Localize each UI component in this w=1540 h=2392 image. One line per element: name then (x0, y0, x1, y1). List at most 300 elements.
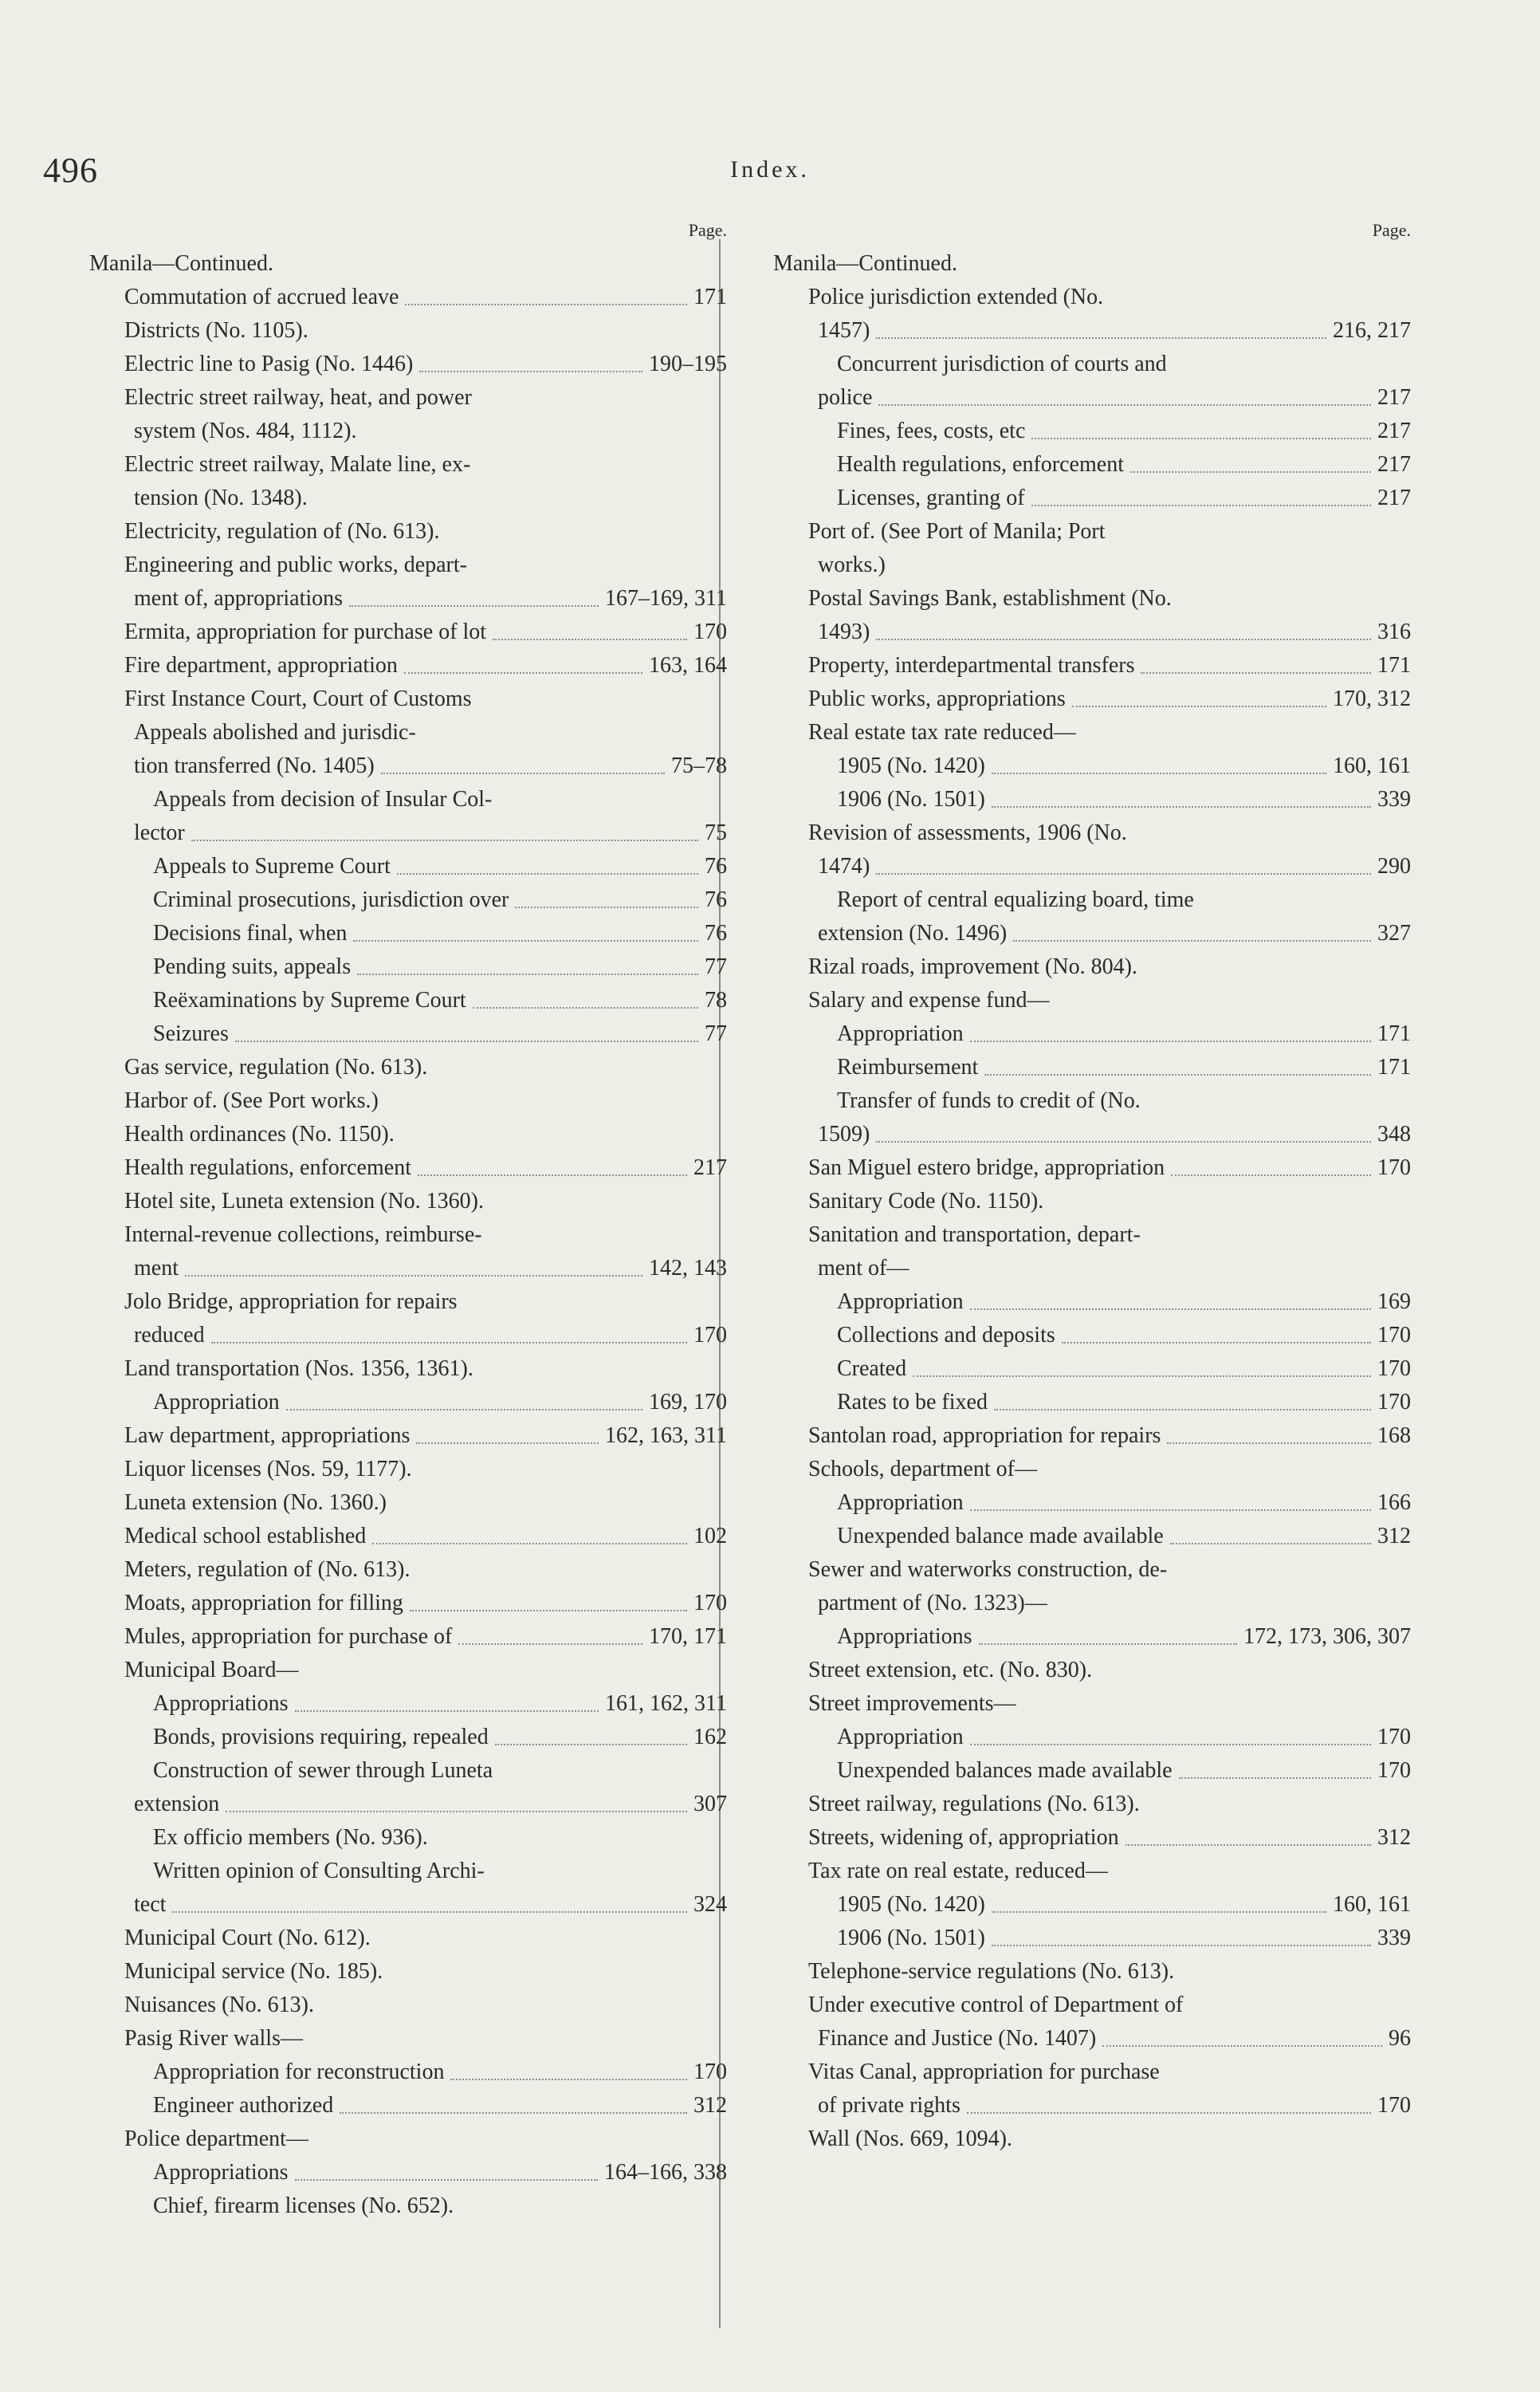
index-entry (773, 1888, 1411, 1922)
index-entry (89, 1252, 727, 1285)
page-column-heading: Page. (1372, 220, 1411, 240)
entry-page: 76 (705, 854, 727, 879)
entry-page: 312 (693, 2093, 727, 2118)
entry-page: 162 (693, 1725, 727, 1749)
index-entry (89, 1151, 727, 1185)
index-entry (773, 281, 1411, 314)
entry-text: 1906 (No. 1501) (837, 787, 985, 812)
index-entry (773, 1386, 1411, 1419)
index-entry (89, 1721, 727, 1754)
entry-text: Medical school established (124, 1524, 367, 1548)
index-entry (773, 1821, 1411, 1855)
entry-page: 161, 162, 311 (605, 1691, 727, 1716)
index-entry (89, 515, 727, 549)
entry-text: Appropriations (153, 2160, 289, 2185)
entry-page: 171 (1377, 653, 1411, 678)
entry-page: 339 (1377, 1926, 1411, 1950)
index-entry (773, 1118, 1411, 1151)
entry-text: Revision of assessments, 1906 (No. (808, 820, 1127, 845)
dot-leader (493, 639, 687, 640)
dot-leader (1141, 672, 1371, 674)
entry-page: 217 (1377, 452, 1411, 477)
index-entry (89, 649, 727, 683)
index-entry (89, 1955, 727, 1989)
entry-page: 171 (1377, 1055, 1411, 1080)
entry-text: Property, interdepartmental transfers (808, 653, 1135, 678)
entry-text: Districts (No. 1105). (124, 318, 308, 343)
index-entry (89, 314, 727, 348)
entry-page: 171 (1377, 1021, 1411, 1046)
entry-text: Electric line to Pasig (No. 1446) (124, 352, 414, 376)
index-entry (773, 1788, 1411, 1821)
index-entry (89, 816, 727, 850)
index-entry (89, 1419, 727, 1453)
index-entry (773, 1721, 1411, 1754)
entry-text: Port of. (See Port of Manila; Port (808, 519, 1106, 544)
entry-text: First Instance Court, Court of Customs (124, 687, 472, 711)
entry-text: Law department, appropriations (124, 1423, 411, 1448)
index-entry (89, 1855, 727, 1888)
dot-leader (419, 371, 642, 372)
index-entry (89, 482, 727, 515)
index-entry (773, 1352, 1411, 1386)
dot-leader (967, 2112, 1371, 2114)
index-entry (773, 1319, 1411, 1352)
dot-leader (992, 806, 1371, 808)
entry-text: Jolo Bridge, appropriation for repairs (124, 1289, 458, 1314)
index-entry (773, 716, 1411, 749)
index-entry (773, 2056, 1411, 2089)
index-entry (773, 381, 1411, 415)
entry-text: Street improvements— (808, 1691, 1016, 1716)
entry-text: Electricity, regulation of (No. 613). (124, 519, 440, 544)
entry-text: Sanitation and transportation, depart- (808, 1222, 1141, 1247)
entry-text: Unexpended balances made available (837, 1758, 1173, 1783)
entry-page: 169 (1377, 1289, 1411, 1314)
entry-page: 170 (693, 620, 727, 644)
entry-text: Appropriation (837, 1490, 964, 1515)
dot-leader (876, 1141, 1371, 1143)
entry-text: Street railway, regulations (No. 613). (808, 1792, 1140, 1816)
entry-text: Ermita, appropriation for purchase of lot (124, 620, 487, 644)
dot-leader (235, 1041, 698, 1042)
index-entry (773, 1754, 1411, 1788)
entry-page: 339 (1377, 787, 1411, 812)
entry-text: Manila—Continued. (773, 251, 957, 276)
index-entry (773, 1989, 1411, 2022)
entry-text: Telephone-service regulations (No. 613). (808, 1959, 1175, 1984)
index-entry (773, 649, 1411, 683)
entry-text: Appeals abolished and jurisdic- (134, 720, 416, 745)
entry-page: 217 (1377, 385, 1411, 410)
entry-text: Mules, appropriation for purchase of (124, 1624, 453, 1649)
index-entry (89, 1084, 727, 1118)
dot-leader (992, 773, 1326, 774)
dot-leader (286, 1409, 642, 1410)
dot-leader (878, 404, 1371, 406)
index-entry (773, 850, 1411, 883)
entry-page: 167–169, 311 (605, 586, 727, 611)
entry-page: 170, 171 (649, 1624, 727, 1649)
entry-text: Chief, firearm licenses (No. 652). (153, 2193, 454, 2218)
index-entry (773, 1687, 1411, 1721)
index-entry (773, 582, 1411, 616)
entry-text: works.) (818, 553, 886, 577)
index-entry (89, 917, 727, 950)
dot-leader (473, 1007, 698, 1009)
index-entry (773, 314, 1411, 348)
entry-page: 75 (705, 820, 727, 845)
entry-page: 170 (1377, 1323, 1411, 1347)
entry-page: 170 (1377, 1758, 1411, 1783)
index-entry (773, 348, 1411, 381)
entry-text: Bonds, provisions requiring, repealed (153, 1725, 489, 1749)
entry-page: 170 (1377, 1725, 1411, 1749)
index-entry (89, 1185, 727, 1218)
entry-text: Transfer of funds to credit of (No. (837, 1088, 1141, 1113)
entry-page: 166 (1377, 1490, 1411, 1515)
index-entry (89, 1654, 727, 1687)
entry-page: 77 (705, 954, 727, 979)
entry-text: Sewer and waterworks construction, de- (808, 1557, 1168, 1582)
dot-leader (349, 605, 599, 607)
dot-leader (979, 1643, 1237, 1645)
index-entry (89, 2189, 727, 2223)
index-entry (773, 247, 1411, 281)
dot-leader (381, 773, 665, 774)
entry-text: Finance and Justice (No. 1407) (818, 2026, 1097, 2051)
index-entry (89, 1319, 727, 1352)
entry-text: tension (No. 1348). (134, 486, 308, 510)
index-entry (89, 616, 727, 649)
entry-text: tect (134, 1892, 167, 1917)
entry-text: Municipal Board— (124, 1658, 299, 1682)
entry-text: Gas service, regulation (No. 613). (124, 1055, 428, 1080)
dot-leader (226, 1811, 687, 1812)
index-entry (773, 883, 1411, 917)
entry-page: 312 (1377, 1825, 1411, 1850)
entry-text: 1906 (No. 1501) (837, 1926, 985, 1950)
index-entry (773, 950, 1411, 984)
dot-leader (1031, 505, 1371, 506)
entry-text: Municipal service (No. 185). (124, 1959, 383, 1984)
index-entry (773, 415, 1411, 448)
entry-text: Appeals from decision of Insular Col- (153, 787, 493, 812)
index-entry (89, 1553, 727, 1587)
index-entry (773, 1285, 1411, 1319)
dot-leader (515, 907, 698, 908)
dot-leader (970, 1308, 1371, 1310)
entry-page: 307 (693, 1792, 727, 1816)
entry-text: Fire department, appropriation (124, 653, 398, 678)
entry-text: Nuisances (No. 613). (124, 1993, 314, 2017)
dot-leader (1072, 706, 1326, 707)
dot-leader (876, 873, 1371, 875)
dot-leader (458, 1643, 642, 1645)
index-entry (773, 1084, 1411, 1118)
entry-text: Seizures (153, 1021, 229, 1046)
entry-page: 170 (693, 1591, 727, 1615)
entry-text: Vitas Canal, appropriation for purchase (808, 2060, 1160, 2084)
entry-page: 312 (1377, 1524, 1411, 1548)
dot-leader (1167, 1442, 1371, 1444)
entry-page: 217 (1377, 486, 1411, 510)
entry-text: Postal Savings Bank, establishment (No. (808, 586, 1172, 611)
entry-text: Pending suits, appeals (153, 954, 352, 979)
entry-text: Electric street railway, heat, and power (124, 385, 472, 410)
entry-page: 348 (1377, 1122, 1411, 1147)
dot-leader (1126, 1844, 1371, 1846)
dot-leader (970, 1509, 1371, 1511)
entry-text: Unexpended balance made available (837, 1524, 1164, 1548)
index-entry (773, 515, 1411, 549)
index-entry (773, 1520, 1411, 1553)
entry-text: ment of— (818, 1256, 909, 1281)
index-entry (89, 683, 727, 716)
index-entry (773, 1855, 1411, 1888)
entry-text: Real estate tax rate reduced— (808, 720, 1076, 745)
index-entry (89, 1520, 727, 1553)
entry-page: 170 (1377, 1356, 1411, 1381)
index-entry (773, 482, 1411, 515)
entry-text: Liquor licenses (Nos. 59, 1177). (124, 1457, 412, 1481)
entry-page: 169, 170 (649, 1390, 727, 1414)
index-entry (89, 1620, 727, 1654)
entry-text: Ex officio members (No. 936). (153, 1825, 428, 1850)
entry-page: 324 (693, 1892, 727, 1917)
entry-page: 190–195 (649, 352, 727, 376)
index-entry (89, 1821, 727, 1855)
entry-text: Engineering and public works, depart- (124, 553, 467, 577)
index-entry (89, 1386, 727, 1419)
entry-text: Santolan road, appropriation for repairs (808, 1423, 1161, 1448)
index-entry (773, 783, 1411, 816)
entry-text: Appeals to Supreme Court (153, 854, 391, 879)
index-entry (89, 783, 727, 816)
index-entry (773, 683, 1411, 716)
entry-text: Municipal Court (No. 612). (124, 1926, 371, 1950)
entry-text: Streets, widening of, appropriation (808, 1825, 1119, 1850)
entry-text: Appropriations (837, 1624, 972, 1649)
index-entry (773, 2022, 1411, 2056)
entry-text: Fines, fees, costs, etc (837, 419, 1026, 443)
dot-leader (994, 1409, 1371, 1410)
entry-page: 78 (705, 988, 727, 1013)
entry-text: Concurrent jurisdiction of courts and (837, 352, 1167, 376)
dot-leader (357, 974, 698, 975)
entry-page: 217 (693, 1155, 727, 1180)
entry-page: 76 (705, 887, 727, 912)
dot-leader (172, 1911, 687, 1913)
index-entry (773, 1922, 1411, 1955)
entry-text: Written opinion of Consulting Archi- (153, 1859, 485, 1883)
entry-page: 316 (1377, 620, 1411, 644)
dot-leader (295, 2179, 598, 2181)
entry-page: 290 (1377, 854, 1411, 879)
entry-text: Land transportation (Nos. 1356, 1361). (124, 1356, 473, 1381)
entry-page: 162, 163, 311 (605, 1423, 727, 1448)
entry-text: Hotel site, Luneta extension (No. 1360). (124, 1189, 485, 1214)
entry-text: Police department— (124, 2126, 308, 2151)
entry-text: Meters, regulation of (No. 613). (124, 1557, 411, 1582)
index-entry (89, 984, 727, 1017)
dot-leader (416, 1442, 599, 1444)
entry-text: Appropriation for reconstruction (153, 2060, 445, 2084)
entry-text: Rizal roads, improvement (No. 804). (808, 954, 1137, 979)
dot-leader (1171, 1174, 1371, 1176)
index-entry (89, 1051, 727, 1084)
index-entry (773, 1955, 1411, 1989)
entry-page: 77 (705, 1021, 727, 1046)
index-entry (89, 1587, 727, 1620)
index-entry (89, 247, 727, 281)
index-entry (89, 281, 727, 314)
entry-text: Internal-revenue collections, reimburse- (124, 1222, 482, 1247)
running-head: Index. (730, 156, 810, 183)
entry-text: Moats, appropriation for filling (124, 1591, 403, 1615)
dot-leader (450, 2079, 687, 2080)
entry-text: Construction of sewer through Luneta (153, 1758, 493, 1783)
index-entry (89, 1788, 727, 1821)
dot-leader (397, 873, 698, 875)
dot-leader (410, 1610, 687, 1611)
dot-leader (191, 840, 698, 841)
entry-text: Rates to be fixed (837, 1390, 988, 1414)
dot-leader (495, 1744, 687, 1745)
dot-leader (185, 1275, 642, 1277)
entry-text: Appropriation (837, 1021, 964, 1046)
entry-text: Created (837, 1356, 907, 1381)
entry-page: 164–166, 338 (604, 2160, 727, 2185)
dot-leader (992, 1945, 1371, 1946)
index-entry (89, 716, 727, 749)
entry-text: ment (134, 1256, 179, 1281)
index-entry (773, 448, 1411, 482)
index-entry (773, 917, 1411, 950)
entry-text: tion transferred (No. 1405) (134, 753, 375, 778)
index-entry (773, 2089, 1411, 2123)
entry-text: extension (No. 1496) (818, 921, 1008, 946)
index-entry (773, 1051, 1411, 1084)
index-column-right (773, 214, 1411, 2156)
index-entry (89, 1486, 727, 1520)
entry-text: Engineer authorized (153, 2093, 334, 2118)
dot-leader (1102, 2045, 1382, 2047)
index-entry (89, 1922, 727, 1955)
entry-text: 1493) (818, 620, 870, 644)
entry-text: 1457) (818, 318, 870, 343)
entry-text: Pasig River walls— (124, 2026, 303, 2051)
index-entry (773, 1151, 1411, 1185)
index-entry (773, 1419, 1411, 1453)
entry-text: Collections and deposits (837, 1323, 1055, 1347)
index-entry (89, 1989, 727, 2022)
entry-page: 217 (1377, 419, 1411, 443)
entry-text: Reëxaminations by Supreme Court (153, 988, 466, 1013)
index-entry (89, 1453, 727, 1486)
entry-page: 170 (1377, 1390, 1411, 1414)
index-entry (773, 1654, 1411, 1687)
index-entry (89, 549, 727, 582)
dot-leader (876, 639, 1371, 640)
dot-leader (353, 940, 698, 942)
dot-leader (340, 2112, 687, 2114)
entry-page: 163, 164 (649, 653, 727, 678)
index-entry (773, 549, 1411, 582)
entry-page: 168 (1377, 1423, 1411, 1448)
index-entry (773, 1453, 1411, 1486)
entry-text: Criminal prosecutions, jurisdiction over (153, 887, 509, 912)
entry-text: police (818, 385, 873, 410)
index-entry (773, 1587, 1411, 1620)
entry-text: Manila—Continued. (89, 251, 273, 276)
entry-page: 216, 217 (1333, 318, 1411, 343)
dot-leader (876, 337, 1326, 339)
index-entry (773, 2123, 1411, 2156)
index-column-left (89, 214, 727, 2223)
dot-leader (992, 1911, 1326, 1913)
entry-text: extension (134, 1792, 220, 1816)
entry-page: 96 (1389, 2026, 1411, 2051)
entry-page: 171 (693, 285, 727, 309)
entry-page: 76 (705, 921, 727, 946)
index-entry (89, 883, 727, 917)
entry-text: Public works, appropriations (808, 687, 1066, 711)
dot-leader (1130, 471, 1371, 473)
index-entry (773, 749, 1411, 783)
dot-leader (405, 304, 687, 305)
dot-leader (970, 1041, 1371, 1042)
entry-text: partment of (No. 1323)— (818, 1591, 1047, 1615)
index-entry (89, 749, 727, 783)
index-entry (89, 1017, 727, 1051)
dot-leader (211, 1342, 687, 1344)
index-entry (773, 816, 1411, 850)
entry-text: reduced (134, 1323, 205, 1347)
entry-page: 160, 161 (1333, 1892, 1411, 1917)
index-entry (773, 1486, 1411, 1520)
dot-leader (1179, 1777, 1371, 1779)
entry-text: 1474) (818, 854, 870, 879)
entry-text: lector (134, 820, 185, 845)
dot-leader (970, 1744, 1371, 1745)
index-entry (89, 1888, 727, 1922)
page-column-heading: Page. (688, 220, 727, 240)
index-entry (773, 1218, 1411, 1252)
index-entry (89, 1352, 727, 1386)
entry-text: Appropriations (153, 1691, 289, 1716)
index-entry (773, 1185, 1411, 1218)
index-entry (89, 582, 727, 616)
dot-leader (1013, 940, 1371, 942)
index-entry (89, 2156, 727, 2189)
entry-page: 160, 161 (1333, 753, 1411, 778)
entry-text: Reimbursement (837, 1055, 979, 1080)
index-entry (89, 381, 727, 415)
entry-page: 172, 173, 306, 307 (1243, 1624, 1411, 1649)
index-entry (89, 1218, 727, 1252)
entry-text: 1905 (No. 1420) (837, 753, 985, 778)
entry-text: Decisions final, when (153, 921, 348, 946)
index-entry (773, 984, 1411, 1017)
index-entry (89, 2022, 727, 2056)
entry-text: Health regulations, enforcement (837, 452, 1124, 477)
entry-text: San Miguel estero bridge, appropriation (808, 1155, 1165, 1180)
entry-text: Harbor of. (See Port works.) (124, 1088, 379, 1113)
entry-text: Salary and expense fund— (808, 988, 1050, 1013)
entry-text: Sanitary Code (No. 1150). (808, 1189, 1044, 1214)
index-entry (89, 1285, 727, 1319)
